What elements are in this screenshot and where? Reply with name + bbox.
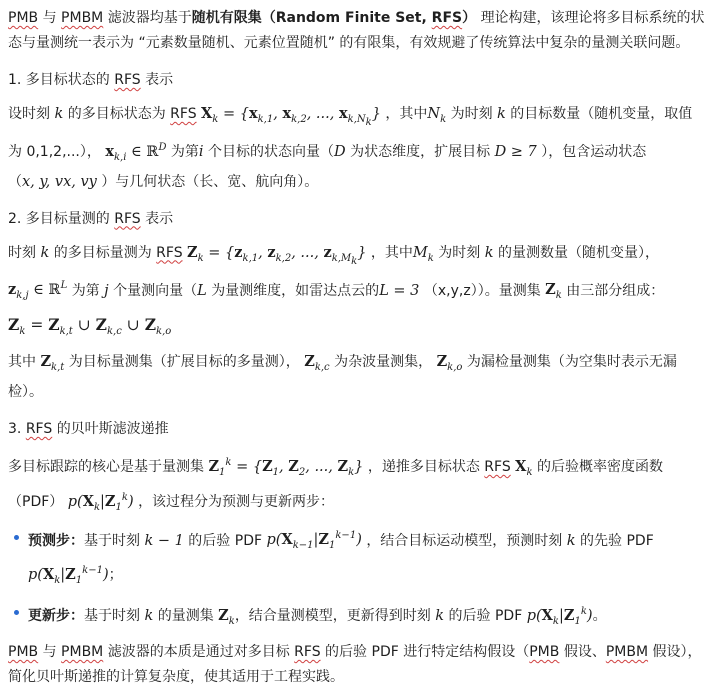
conclusion-paragraph: PMB 与 PMBM 滤波器的本质是通过对多目标 RFS 的后验 PDF 进行特定结构假设（PMB 假设、PMBM 假设），简化贝叶斯递推的计算复杂度，使其适用于工程实践。 [8,643,702,685]
bold-rfs-phrase: 随机有限集（Random Finite Set, RFS） [191,10,477,26]
bullet-icon [14,610,19,615]
term-pmbm: PMBM [61,10,104,26]
section-2-explanation: 其中 $Z_{k,t}$ 为目标量测集（扩展目标的多量测）， $Z_{k,c}$ 为杂波量测集， $Z_{k,o}$ 为漏检量测集（为空集时表示无漏检）。 [8,353,677,401]
section-3-body: 多目标跟踪的核心是基于量测集 $Z_1^k = \{Z_1$, $Z_2$, ..., $Z_k$} ，递推多目标状态 RFS $X_k$ 的后验概率密度函数（PDF） $p(X_k|Z_1^k)$ ，该过程分为预测与更新两步： [8,457,663,513]
bullet-icon [14,535,19,540]
list-item-predict: 预测步：基于时刻 k − 1 的后验 PDF $p(X_{k-1}|Z_1^{k-1})$ ，结合目标运动模型，预测时刻 k 的先验 PDF $p(X_k|Z_1^{k-1})$； [8,524,705,593]
measurement-equation: $Z_k = Z_{k,t}$ ∪ $Z_{k,c}$ ∪ $Z_{k,o}$ [8,315,172,338]
section-3-heading: 3. RFS 的贝叶斯滤波递推 [8,421,169,438]
section-1-heading: 1. 多目标状态的 RFS 表示 [8,72,174,88]
term-pmb: PMB [8,10,39,26]
section-2-body: 时刻 k 的多目标量测为 RFS $Z_k = \{z_{k,1}$, $z_{k,2}$, ..., $z_{k,M_k}$} ，其中$M_k$ 为时刻 k 的量测数量（随机变量）， $z_{k,j}$ ∈ ℝ$^L$ 为第 j 个量测向量（L 为量测维度，如雷达点云的L = 3 （x,y,z））。量测集 $Z_k$ 由三部分组成： [8,243,665,302]
bayes-steps-list [8,524,705,634]
list-item-update: 更新步：基于时刻 k 的量测集 $Z_k$，结合量测模型，更新得到时刻 k 的后验 PDF $p(X_k|Z_1^k)$。 [8,599,705,634]
section-2-heading: 2. 多目标量测的 RFS 表示 [8,210,174,227]
section-1-body: 设时刻 k 的多目标状态为 RFS $X_k = \{x_{k,1}$, $x_{k,2}$, ..., $x_{k,N_k}$} ，其中$N_k$ 为时刻 k 的目标数量（随机变量，取值为 0,1,2,...）， $x_{k,i}$ ∈ ℝ$^D$ 为第i 个目标的状态向量（D 为状态维度，扩展目标 D ≥ 7 ），包含运动状态（x, y, vx, vy ）与几何状态（长、宽、航向角）。 [8,105,693,190]
intro-paragraph: PMB 与 PMBM 滤波器均基于随机有限集（Random Finite Set, RFS） 理论构建，该理论将多目标系统的状态与量测统一表示为 “元素数量随机、元素位置随机” 的有限集，有效规避了传统算法中复杂的量测关联问题。 [8,10,705,51]
